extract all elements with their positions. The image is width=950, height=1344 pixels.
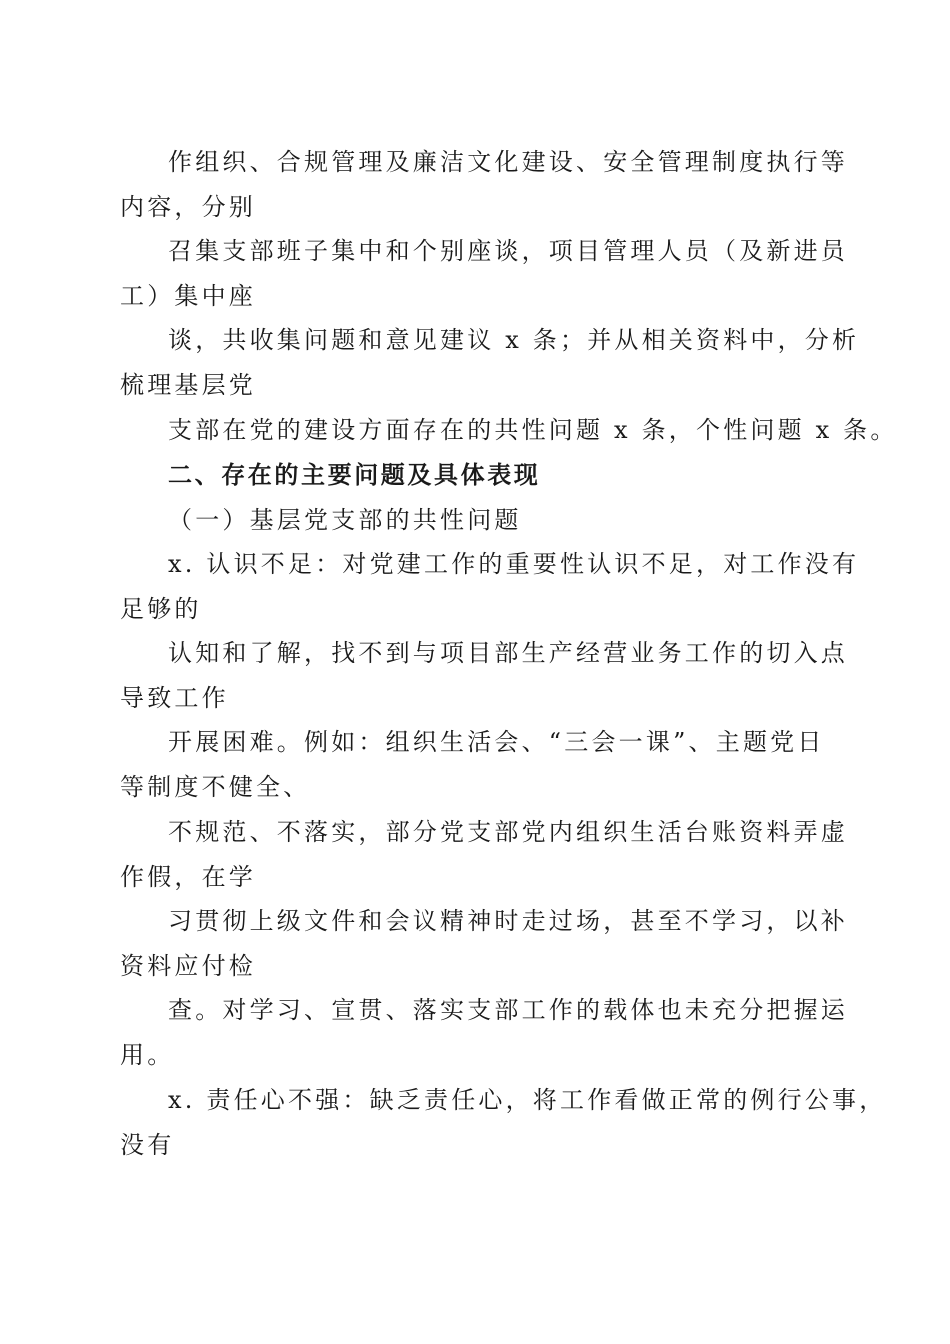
paragraph-line: 谈，共收集问题和意见建议 x 条；并从相关资料中，分析	[168, 326, 860, 354]
paragraph-line: 查。对学习、宣贯、落实支部工作的载体也未充分把握运	[168, 996, 848, 1024]
subsection-heading: （一）基层党支部的共性问题	[168, 506, 522, 534]
paragraph-line: 支部在党的建设方面存在的共性问题 x 条，个性问题 x 条。	[168, 416, 898, 444]
section-heading: 二、存在的主要问题及具体表现	[168, 461, 541, 489]
paragraph-line: 资料应付检	[120, 952, 256, 980]
paragraph-line: 习贯彻上级文件和会议精神时走过场，甚至不学习，以补	[168, 907, 848, 935]
paragraph-line: 导致工作	[120, 684, 229, 712]
paragraph-line: 内容，分别	[120, 193, 256, 221]
paragraph-line: 认知和了解，找不到与项目部生产经营业务工作的切入点	[168, 639, 848, 667]
paragraph-line: 等制度不健全、	[120, 773, 311, 801]
paragraph-line: 作假，在学	[120, 863, 256, 891]
paragraph-line: 工）集中座	[120, 282, 256, 310]
paragraph-line: x. 认识不足：对党建工作的重要性认识不足，对工作没有	[168, 550, 860, 578]
paragraph-line: 作组织、合规管理及廉洁文化建设、安全管理制度执行等	[168, 148, 848, 176]
paragraph-line: 足够的	[120, 595, 202, 623]
paragraph-line: 用。	[120, 1041, 175, 1069]
paragraph-line: 开展困难。例如：组织生活会、“三会一课”、主题党日	[168, 728, 825, 756]
paragraph-line: 召集支部班子集中和个别座谈，项目管理人员（及新进员	[168, 237, 848, 265]
paragraph-line: 梳理基层党	[120, 371, 256, 399]
paragraph-line: 没有	[120, 1131, 175, 1159]
paragraph-line: x. 责任心不强：缺乏责任心，将工作看做正常的例行公事，	[168, 1086, 887, 1114]
paragraph-line: 不规范、不落实，部分党支部党内组织生活台账资料弄虚	[168, 818, 848, 846]
